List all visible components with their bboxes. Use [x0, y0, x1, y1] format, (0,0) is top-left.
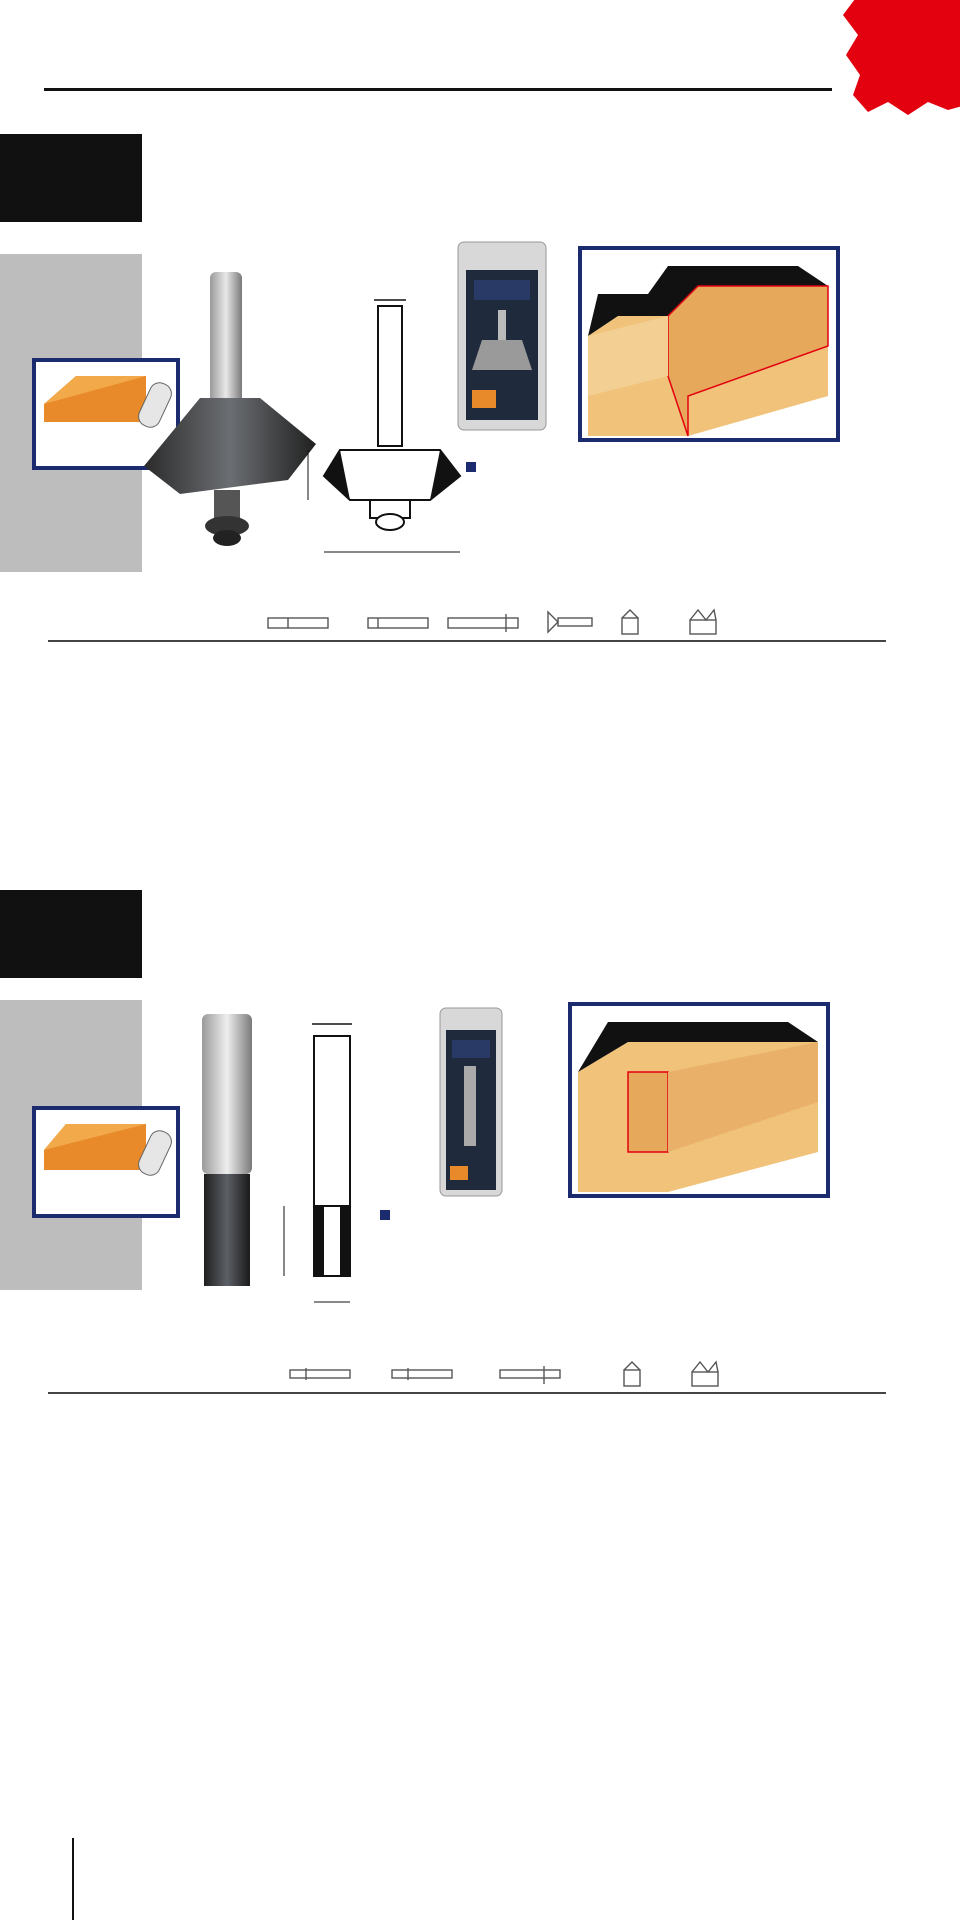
profile-badge — [32, 1106, 180, 1218]
chamfer-cutter-photo — [140, 268, 320, 558]
header-rule — [44, 88, 832, 91]
section-code-tab — [0, 890, 142, 978]
cnc-premium-logo — [706, 128, 886, 228]
wood-profile-illustration — [568, 1002, 830, 1198]
usage-block — [464, 455, 904, 457]
usage-block — [378, 1203, 918, 1205]
packaging-photo — [452, 240, 552, 432]
chamfer-cutter-drawing — [300, 290, 470, 570]
section-code — [114, 890, 142, 978]
wood-profile-illustration — [578, 246, 840, 442]
table-rule — [48, 640, 886, 642]
dimension-icons — [280, 1358, 750, 1390]
dimension-icons — [258, 606, 748, 638]
footer-divider — [72, 1838, 74, 1920]
straight-profile-icon — [36, 1110, 176, 1188]
straight-cutter-photo — [196, 1010, 266, 1290]
new-offer-badge — [838, 0, 960, 115]
packaging-photo — [436, 1006, 506, 1198]
section-code-tab — [0, 134, 142, 222]
straight-cutter-drawing — [262, 1012, 362, 1312]
section-code — [114, 134, 142, 222]
units-row — [48, 1398, 886, 1420]
table-rule — [48, 1392, 886, 1394]
cnc-premium-logo — [706, 876, 886, 976]
units-row — [48, 646, 886, 668]
